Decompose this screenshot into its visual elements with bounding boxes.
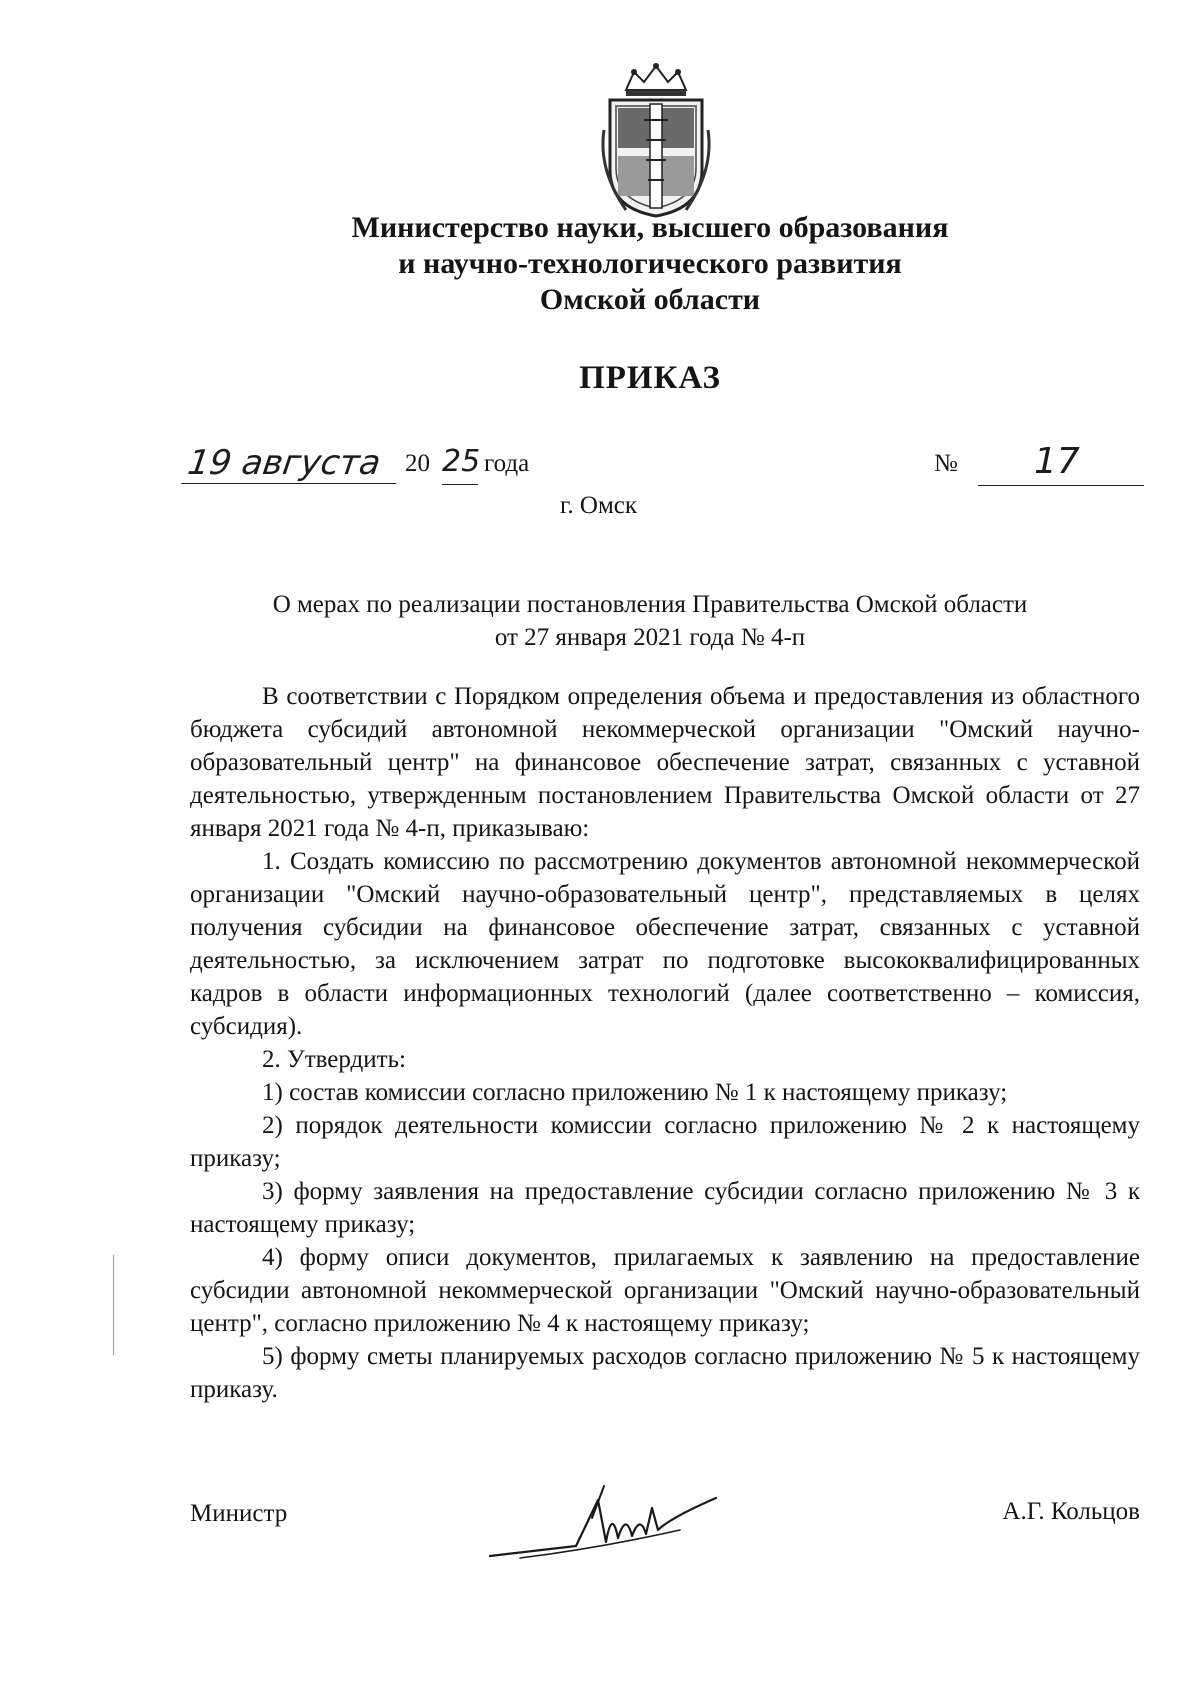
city-label: г. Омск xyxy=(560,492,638,519)
order-body xyxy=(190,680,1140,1406)
handwritten-date-year: 25 xyxy=(442,442,478,485)
clause-2-item-5: 5) форму сметы планируемых расходов согласно приложению № 5 к настоящему приказу. xyxy=(190,1343,1140,1403)
clause-2: 2. Утвердить: xyxy=(262,1046,406,1073)
ministry-line-2: и научно-технологического развития xyxy=(398,247,902,280)
coat-of-arms-icon xyxy=(596,60,716,220)
handwritten-order-number: 17 xyxy=(978,442,1144,486)
signer-name: А.Г. Кольцов xyxy=(1002,1498,1140,1525)
date-word: года xyxy=(484,450,530,477)
clause-2-item-2: 2) порядок деятельности комиссии согласно приложению № 2 к настоящему приказу; xyxy=(190,1112,1140,1172)
subject-line-1: О мерах по реализации постановления Правительства Омской области xyxy=(272,591,1028,618)
number-sign: № xyxy=(934,450,958,477)
preamble-paragraph: В соответствии с Порядком определения объема и предоставления из областного бюджета субсидий автономной некоммерческой организации "Омский научно-образовательный центр" на финансовое обеспечение затрат, связанных с уставной деятельностью, утвержденным постановлением Правительства Омской области от 27 января 2021 года № 4-п, приказываю: xyxy=(190,683,1140,842)
order-number xyxy=(934,440,1144,492)
clause-2-item-3: 3) форму заявления на предоставление субсидии согласно приложению № 3 к настоящему приказу; xyxy=(190,1178,1140,1238)
ministry-line-3: Омской области xyxy=(539,283,761,316)
ministry-name xyxy=(200,210,1100,318)
clause-1: 1. Создать комиссию по рассмотрению документов автономной некоммерческой организации "Омский научно-образовательный центр", представляемых в целях получения субсидии на финансовое обеспечение затрат, связанных с уставной деятельностью, за исключением затрат по подготовке высококвалифицированных кадров в области информационных технологий (далее соответственно – комиссия, субсидия). xyxy=(190,848,1140,1040)
subject-line-2: от 27 января 2021 года № 4-п xyxy=(494,624,806,651)
clause-2-item-1: 1) состав комиссии согласно приложению № 1 к настоящему приказу; xyxy=(262,1079,1008,1106)
handwritten-signature-icon xyxy=(480,1478,720,1568)
date-year-prefix: 20 xyxy=(405,450,430,477)
ministry-line-1: Министерство науки, высшего образования xyxy=(351,211,949,244)
scan-margin-mark xyxy=(113,1255,114,1355)
order-subject xyxy=(200,588,1100,654)
clause-2-item-4: 4) форму описи документов, прилагаемых к заявлению на предоставление субсидии автономной некоммерческой организации "Омский научно-образовательный центр", согласно приложению № 4 к настоящему приказу; xyxy=(190,1244,1140,1337)
order-date xyxy=(184,438,584,494)
signature-block xyxy=(190,1478,1140,1568)
handwritten-date-day-month: 19 августа xyxy=(181,442,402,484)
document-type-title: ПРИКАЗ xyxy=(579,360,721,396)
signer-position: Министр xyxy=(190,1500,288,1527)
